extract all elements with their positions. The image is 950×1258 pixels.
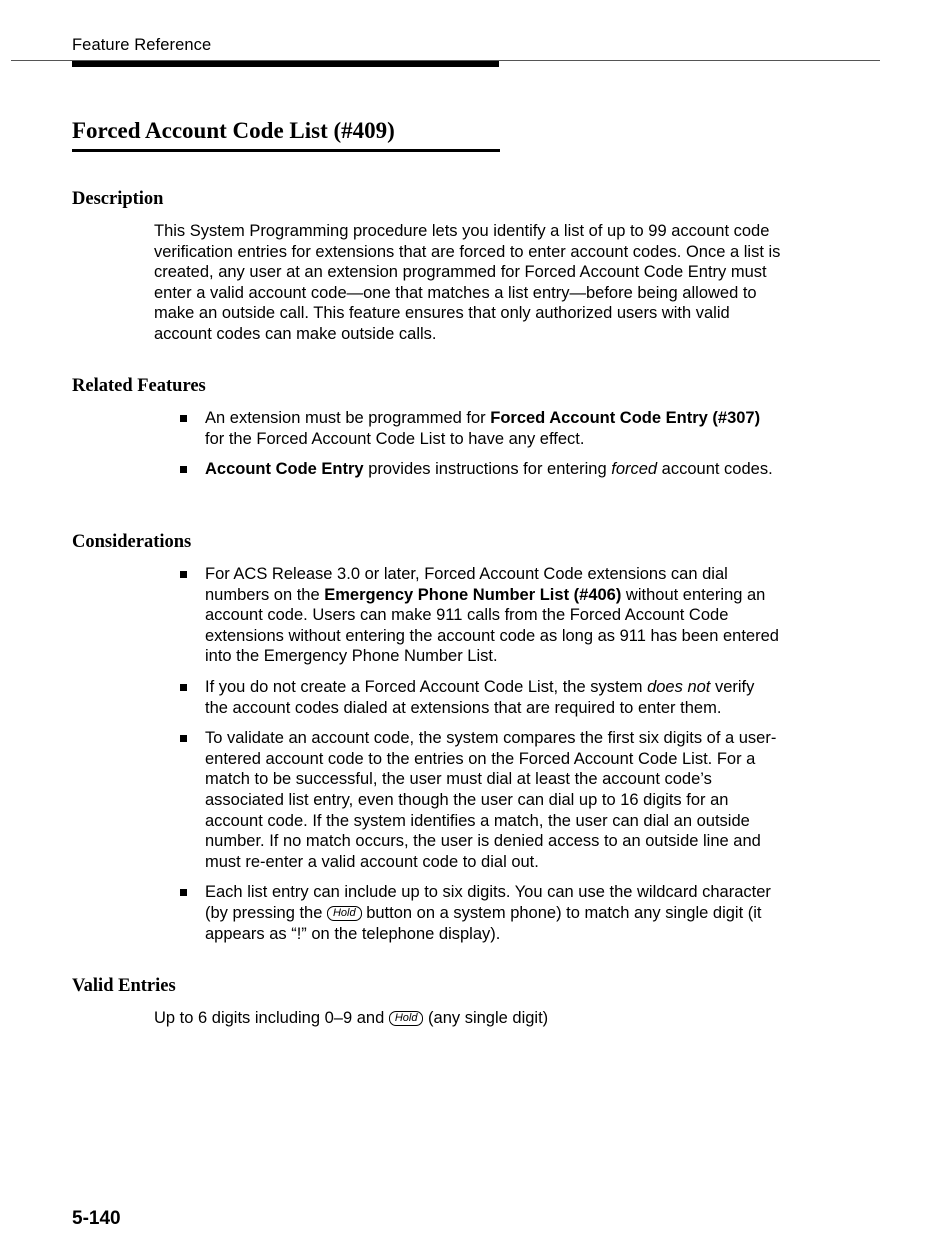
- item-text: If you do not create a Forced Account Code List, the system: [205, 677, 648, 696]
- bullet-icon: [180, 735, 187, 742]
- list-item: [180, 459, 780, 480]
- valid-entries-heading: Valid Entries: [72, 976, 176, 996]
- item-text: Each list entry can include up to six digits. You can use the wildcard character (by pressing the: [205, 883, 771, 922]
- bullet-icon: [180, 571, 187, 578]
- bullet-icon: [180, 415, 187, 422]
- item-text: To validate an account code, the system compares the first six digits of a user-entered account code to the entries on the Forced Account Code List. For a match to be successful, the user must dial at least the account code’s associated list entry, even though the user can dial up to 16 digits for an account code. If the system identifies a match, the user can dial an outside number. If no match occurs, the user is denied access to an outside line and must re-enter a valid account code to dial out.: [205, 729, 777, 871]
- list-item: [180, 882, 780, 944]
- hold-key-icon: Hold: [389, 1011, 424, 1026]
- considerations-list: [180, 564, 780, 954]
- page-title: Forced Account Code List (#409): [72, 118, 500, 152]
- list-item: [180, 677, 780, 718]
- bullet-icon: [180, 466, 187, 473]
- related-features-list: [180, 408, 780, 490]
- item-text: An extension must be programmed for: [205, 409, 491, 427]
- item-italic-text: forced: [611, 460, 658, 479]
- item-bold-text: Emergency Phone Number List (#406): [324, 585, 622, 604]
- bullet-icon: [180, 889, 187, 896]
- item-text: verify the account codes dialed at extensions that are required to enter them.: [205, 677, 755, 717]
- list-item: [180, 728, 780, 872]
- considerations-heading: Considerations: [72, 532, 192, 552]
- related-features-heading: Related Features: [72, 376, 206, 396]
- item-text: For ACS Release 3.0 or later, Forced Account Code extensions can dial numbers on the: [205, 565, 728, 604]
- header-rule-thick: [72, 61, 499, 67]
- bullet-icon: [180, 684, 187, 691]
- valid-entries-text-part: (any single digit): [423, 1009, 549, 1027]
- item-bold-text: Account Code Entry: [205, 460, 364, 479]
- list-item: [180, 564, 780, 667]
- item-text: button on a system phone) to match any single digit (it appears as “!” on the telephone display).: [205, 903, 762, 943]
- item-bold-text: Forced Account Code Entry (#307): [490, 409, 761, 427]
- item-text: without entering an account code. Users can make 911 calls from the Forced Account Code extensions without entering the account code as long as 911 has been entered into the Emergency Phone Number List.: [205, 585, 779, 666]
- description-text: This System Programming procedure lets you identify a list of up to 99 account code verification entries for extensions that are forced to enter account codes. Once a list is created, any user at an extension programmed for Forced Account Code Entry must enter a valid account code—one that matches a list entry—before being allowed to make an outside call. This feature ensures that only authorized users with valid account codes can make outside calls.: [154, 222, 781, 343]
- hold-key-icon: Hold: [327, 906, 362, 921]
- valid-entries-text-part: Up to 6 digits including 0–9 and: [154, 1009, 389, 1027]
- item-italic-text: does not: [647, 677, 711, 696]
- list-item: [180, 408, 780, 449]
- item-text: for the Forced Account Code List to have any effect.: [205, 429, 585, 448]
- page-number: 5-140: [72, 1208, 121, 1229]
- running-head: Feature Reference: [72, 36, 212, 54]
- item-text: provides instructions for entering: [363, 460, 612, 479]
- item-text: account codes.: [657, 460, 773, 479]
- description-heading: Description: [72, 189, 164, 209]
- valid-entries-text: [154, 1008, 784, 1029]
